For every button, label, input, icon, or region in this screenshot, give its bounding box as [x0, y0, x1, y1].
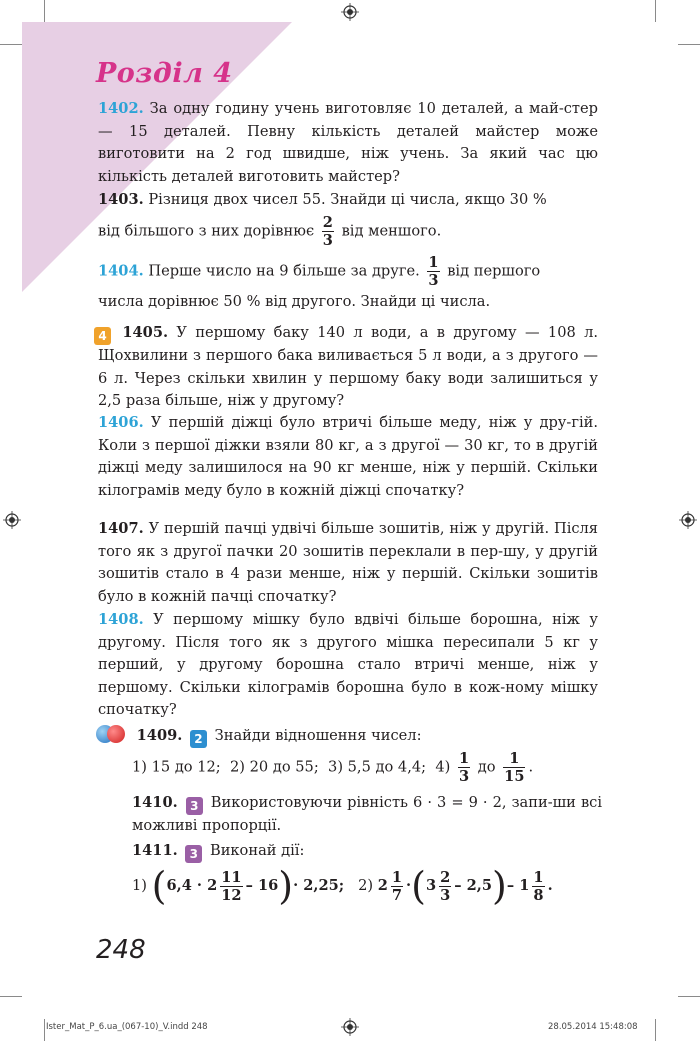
fraction-numerator: 1: [391, 868, 403, 886]
problem-1411-expressions: [132, 862, 602, 910]
fraction-numerator: 2: [322, 213, 333, 231]
crop-mark: [0, 996, 22, 997]
level-4-icon: 4: [94, 327, 111, 345]
fraction: [439, 869, 451, 904]
problem-1408: [98, 609, 598, 722]
item: 1): [132, 877, 147, 894]
item: 2) 20 до 55;: [230, 758, 319, 776]
crop-mark: [44, 0, 45, 22]
problem-1402: [98, 98, 598, 188]
item: до: [477, 758, 496, 776]
problem-number: 1410.: [132, 794, 178, 811]
problem-number: 1403.: [98, 191, 144, 208]
expression-part: – 1: [506, 877, 530, 894]
problem-number: 1404.: [98, 262, 144, 280]
item: 2): [358, 877, 374, 894]
fraction-numerator: 1: [503, 750, 525, 768]
fraction-numerator: 1: [458, 750, 470, 767]
expression-1: (6,4 · 2 $\frac{11}{12}$ – 16)· 2,25;: [151, 864, 345, 908]
registration-mark-icon: [3, 511, 21, 529]
fraction-denominator: 3: [322, 231, 333, 249]
crop-mark: [655, 0, 656, 22]
fraction-numerator: 11: [221, 868, 242, 886]
problem-text: Використовуючи рівність 6 · 3 = 9 · 2, запи-ши всі можливі пропорції.: [132, 794, 603, 834]
problem-number: 1409.: [136, 727, 183, 744]
problem-number: 1408.: [98, 611, 144, 628]
fraction-denominator: 7: [391, 886, 403, 904]
expression-part: 2: [377, 877, 388, 894]
crop-mark: [0, 44, 22, 45]
problem-text: У першому баку 140 л води, а в другому — 108 л. Щохвилини з першого бака виливається 5 л води, а з другого — 6 л. Через скільки хвилин у першому баку води залишиться у 2,5 раза більше, ніж у другому?: [98, 324, 599, 409]
crop-mark: [678, 996, 700, 997]
fraction-denominator: 15: [504, 768, 525, 785]
problem-text: від більшого з них дорівнює: [98, 222, 315, 239]
footer-datetime: 28.05.2014 15:48:08: [548, 1022, 638, 1032]
registration-mark-icon: [341, 3, 359, 21]
problem-number: 1411.: [132, 842, 178, 859]
section-title: Розділ 4: [96, 58, 233, 89]
fraction: [391, 869, 403, 904]
expression-2: 2 $\frac{1}{7}$ ·(3 $\frac{2}{3}$ – 2,5)– 1 $\frac{1}{8}$ .: [377, 864, 553, 908]
problem-1409-items: [132, 750, 602, 785]
problem-1404: [98, 254, 598, 314]
crop-mark: [678, 44, 700, 45]
registration-mark-icon: [679, 511, 697, 529]
problem-text: За одну годину учень виготовляє 10 деталей, а май-стер — 15 деталей. Певну кількість деталей майстер може виготовити на 2 год швидше, ніж учень. За який час цю кількість деталей виготовить майстер?: [98, 100, 598, 185]
fraction: [322, 214, 334, 249]
problem-text: від першого: [447, 262, 541, 280]
item: .: [528, 758, 534, 776]
fraction: [503, 750, 525, 785]
problem-number: 1405.: [122, 324, 169, 341]
problem-1403: [98, 189, 598, 249]
expression-part: – 16: [245, 877, 279, 894]
fraction: [220, 869, 242, 904]
level-3-icon: 3: [186, 797, 203, 815]
footer-file-name: Ister_Mat_P_6.ua_(067-10)_V.indd 248: [46, 1022, 208, 1032]
problem-1410: [132, 792, 602, 838]
problem-text: Різниця двох чисел 55. Знайди ці числа, якщо 30 %: [148, 191, 547, 208]
problem-text: Знайди відношення чисел:: [214, 727, 422, 744]
fraction-denominator: 3: [458, 768, 470, 785]
expression-part: 6,4 · 2: [166, 877, 218, 894]
expression-part: .: [547, 877, 553, 894]
pair-work-icon: [96, 725, 126, 743]
fraction-denominator: 3: [440, 886, 451, 904]
expression-part: · 2,25;: [293, 877, 345, 894]
fraction-numerator: 1: [428, 254, 439, 271]
problem-text: від меншого.: [341, 222, 442, 239]
problem-text: числа дорівнює 50 % від другого. Знайди ці числа.: [98, 293, 491, 310]
fraction-numerator: 1: [533, 868, 544, 886]
item: 1) 15 до 12;: [132, 758, 221, 776]
problem-1406: [98, 412, 598, 502]
problem-text: У першому мішку було вдвічі більше борошна, ніж у другому. Після того як з другого мішка пересипали 5 кг у перший, у другому борошна стало втричі менше, ніж у першому. Скільки кілограмів борошна було в кож-ному мішку спочатку?: [98, 611, 598, 718]
problem-text: Виконай дії:: [209, 842, 305, 859]
problem-1407: [98, 518, 598, 608]
problem-number: 1407.: [98, 520, 144, 537]
problem-number: 1406.: [98, 414, 144, 431]
registration-mark-icon: [341, 1018, 359, 1036]
expression-part: 3: [425, 877, 437, 894]
item: 4): [435, 758, 451, 776]
fraction: [532, 869, 544, 904]
problem-number: 1402.: [98, 100, 144, 117]
fraction: [427, 254, 439, 289]
problem-1411: [132, 840, 602, 863]
problem-text: Перше число на 9 більше за друге.: [148, 262, 420, 280]
expression-part: ·: [406, 877, 412, 894]
item: 3) 5,5 до 4,4;: [328, 758, 427, 776]
fraction: [458, 750, 470, 785]
level-2-icon: 2: [190, 730, 207, 748]
fraction-denominator: 3: [428, 272, 439, 289]
fraction-denominator: 12: [221, 886, 242, 904]
crop-mark: [44, 1019, 45, 1041]
problem-text: У першій пачці удвічі більше зошитів, ніж у другій. Після того як з другої пачки 20 зошитів переклали в пер-шу, у другій зошитів стало в 4 рази менше, ніж у першій. Скільки зошитів було в кожній пачці спочатку?: [98, 520, 599, 605]
problem-1409: [96, 725, 596, 748]
page-number: 248: [96, 935, 146, 965]
fraction-denominator: 8: [533, 886, 544, 904]
problem-1405: [98, 322, 598, 413]
fraction-numerator: 2: [440, 868, 451, 886]
problem-text: У першій діжці було втричі більше меду, ніж у дру-гій. Коли з першої діжки взяли 80 кг, а з другої — 30 кг, то в другій діжці меду залишилося на 90 кг менше, ніж у першій. Скільки кілограмів меду було в кожній діжці спочатку?: [98, 414, 599, 499]
level-3-icon: 3: [185, 845, 202, 863]
expression-part: – 2,5: [454, 877, 493, 894]
crop-mark: [655, 1019, 656, 1041]
